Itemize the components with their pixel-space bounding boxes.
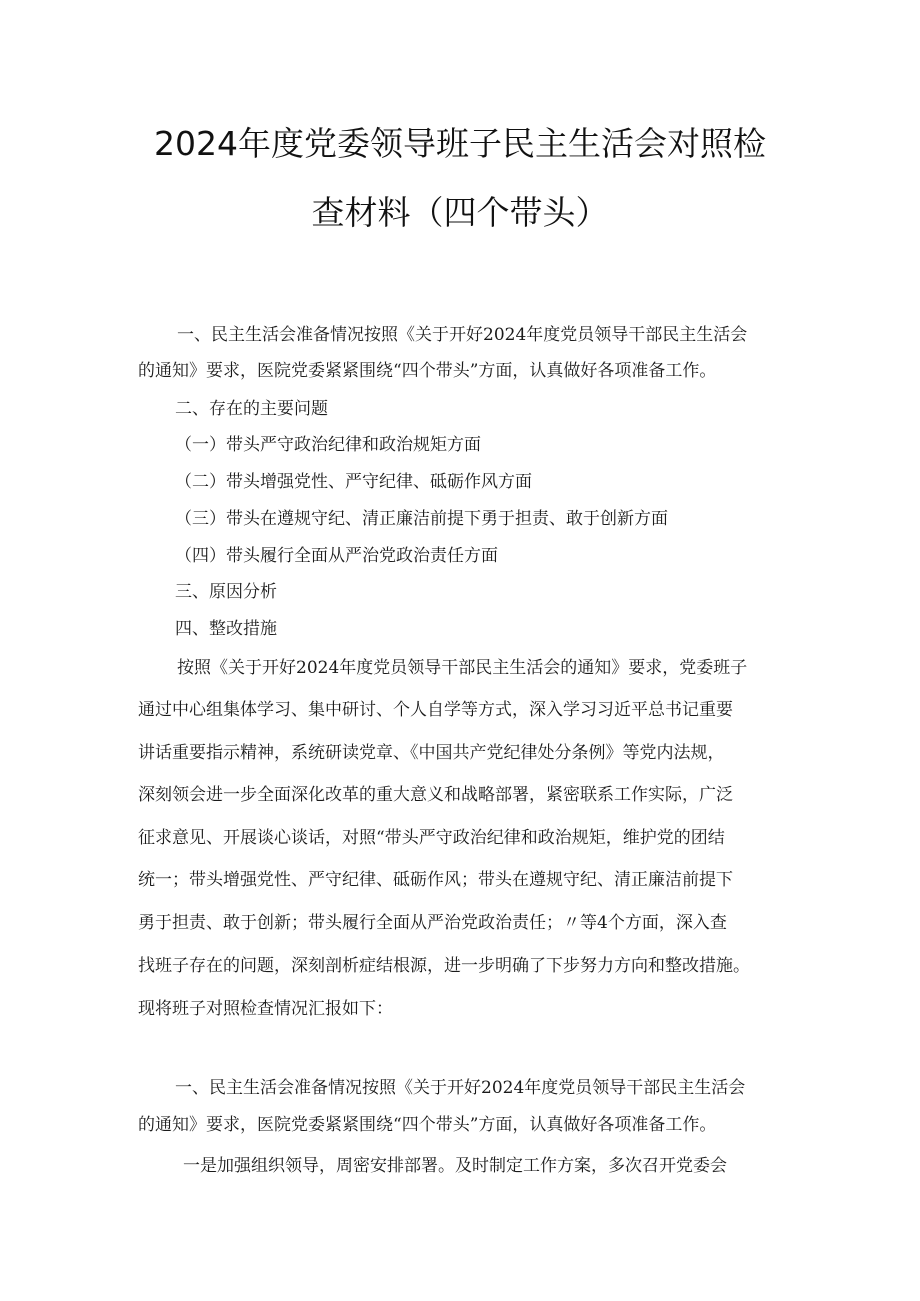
paragraph-4-line-1: 一是加强组织领导，周密安排部署。及时制定工作方案，多次召开党委会 <box>183 1156 727 1176</box>
subheading-2-2: （二）带头增强党性、严守纪律、砥砺作风方面 <box>175 472 532 492</box>
subheading-2-3: （三）带头在遵规守纪、清正廉洁前提下勇于担责、敢于创新方面 <box>175 509 668 529</box>
paragraph-2-line-5: 征求意见、开展谈心谈话，对照“带头严守政治纪律和政治规矩，维护党的团结 <box>138 828 725 848</box>
paragraph-1-line-1: 一、民主生活会准备情况按照《关于开好2024年度党员领导干部民主生活会 <box>177 325 748 345</box>
paragraph-2-line-9: 现将班子对照检查情况汇报如下： <box>138 999 393 1019</box>
section-heading-3: 三、原因分析 <box>175 582 277 602</box>
paragraph-2-line-1: 按照《关于开好2024年度党员领导干部民主生活会的通知》要求，党委班子 <box>177 658 748 678</box>
paragraph-2-line-7: 勇于担责、敢于创新；带头履行全面从严治党政治责任；〃等4个方面，深入查 <box>138 913 727 933</box>
section-heading-4: 四、整改措施 <box>175 619 277 639</box>
subheading-2-1: （一）带头严守政治纪律和政治规矩方面 <box>175 435 481 455</box>
paragraph-1-line-2: 的通知》要求，医院党委紧紧围绕“四个带头”方面，认真做好各项准备工作。 <box>138 361 717 381</box>
paragraph-2-line-8: 找班子存在的问题，深刻剖析症结根源，进一步明确了下步努力方向和整改措施。 <box>138 956 750 976</box>
paragraph-3-line-1: 一、民主生活会准备情况按照《关于开好2024年度党员领导干部民主生活会 <box>175 1078 746 1098</box>
document-title-line-1: 2024年度党委领导班子民主生活会对照检 <box>154 124 766 163</box>
paragraph-2-line-4: 深刻领会进一步全面深化改革的重大意义和战略部署，紧密联系工作实际，广泛 <box>138 785 733 805</box>
document-title-line-2: 查材料（四个带头） <box>311 193 609 232</box>
paragraph-2-line-6: 统一；带头增强党性、严守纪律、砥砺作风；带头在遵规守纪、清正廉洁前提下 <box>138 870 733 890</box>
paragraph-2-line-3: 讲话重要指示精神，系统研读党章、《中国共产党纪律处分条例》等党内法规， <box>138 743 725 763</box>
subheading-2-4: （四）带头履行全面从严治党政治责任方面 <box>175 546 498 566</box>
paragraph-3-line-2: 的通知》要求，医院党委紧紧围绕“四个带头”方面，认真做好各项准备工作。 <box>138 1115 717 1135</box>
paragraph-2-line-2: 通过中心组集体学习、集中研讨、个人自学等方式，深入学习习近平总书记重要 <box>138 700 733 720</box>
section-heading-2: 二、存在的主要问题 <box>175 399 328 419</box>
